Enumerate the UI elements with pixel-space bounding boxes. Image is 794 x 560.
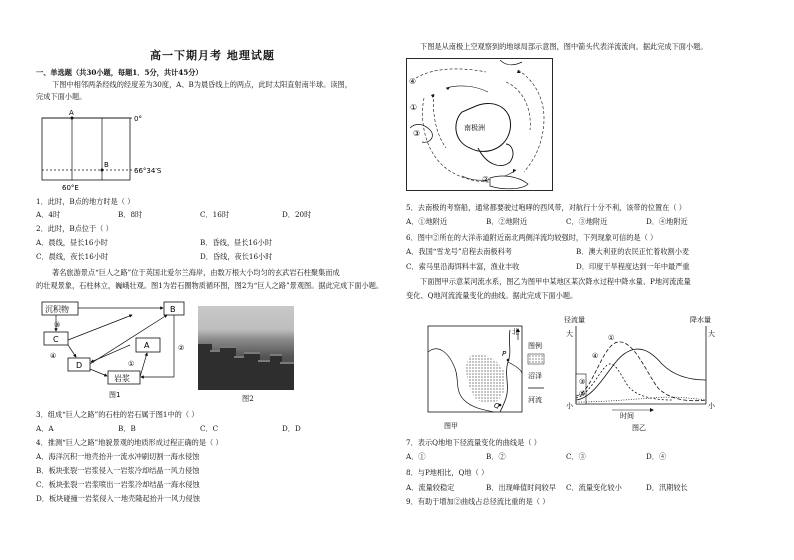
q5-stem: 5．去南极的考察船，通常都要驶过咆哮的西风带，对航行十分不利，该带的位置在（ ） xyxy=(406,203,686,212)
caption-fig2: 图2 xyxy=(242,394,254,403)
q7-opt-d[interactable]: D．④ xyxy=(646,452,667,461)
q1-stem: 1．此时，B点的地方时是（ ） xyxy=(36,197,135,206)
q5-opt-c[interactable]: C．③地附近 xyxy=(566,217,608,226)
q2-opt-d[interactable]: D．昏线，夜长16小时 xyxy=(200,252,273,261)
marker-1: ① xyxy=(410,103,418,112)
arrow-label-1: ① xyxy=(128,360,135,368)
label-q: Q xyxy=(494,402,500,410)
q6-opt-d[interactable]: D．印度干旱程度达到一年中最严重 xyxy=(576,262,690,271)
box-c: C xyxy=(53,335,59,344)
section-heading: 一、单选题（共30小题，每题1．5分，共计45分） xyxy=(36,68,203,77)
axis-time: 时间 xyxy=(620,412,634,420)
q8-opt-b[interactable]: B．出现峰值时间较早 xyxy=(486,483,556,492)
q1-opt-b[interactable]: B．8时 xyxy=(118,210,143,219)
q4-stem: 4．推测“巨人之路”地貌景观的地质形成过程正确的是（ ） xyxy=(36,438,223,447)
arrow-label-2: ② xyxy=(178,344,185,352)
label-a: A xyxy=(69,109,74,117)
q6-opt-b[interactable]: B．澳大利亚的农民正忙着收割小麦 xyxy=(576,247,690,256)
q4-opt-b[interactable]: B．板块张裂一岩浆侵入一岩浆冷却结晶一风力侵蚀 xyxy=(36,466,200,475)
q1-opt-d[interactable]: D．20时 xyxy=(282,210,312,219)
q6-opt-c[interactable]: C．索马里沿海饵料丰富，渔业丰收 xyxy=(406,262,520,271)
intro2-line1: 著名旅游景点“巨人之路”位于英国北爱尔兰海岸，由数万根大小均匀的玄武岩石柱聚集而成 xyxy=(52,268,340,277)
label-p: P xyxy=(502,350,507,358)
legend-river: 河流 xyxy=(528,396,542,404)
page-title: 高一下期月考 地理试题 xyxy=(150,49,275,62)
figure-antarctic-currents xyxy=(406,58,554,192)
q5-opt-b[interactable]: B．②地附近 xyxy=(486,217,528,226)
label-antarctica: 南极洲 xyxy=(464,124,485,132)
figure-river-map xyxy=(424,322,554,434)
q5-opt-d[interactable]: D．④地附近 xyxy=(646,217,688,226)
marker-4: ④ xyxy=(409,77,417,86)
legend-marsh: 沼泽 xyxy=(528,372,542,380)
figure-terminator-diagram xyxy=(40,110,180,192)
q3-opt-a[interactable]: A．A xyxy=(36,424,54,433)
label-b: B xyxy=(104,161,109,169)
curve-label-4: ④ xyxy=(592,352,599,360)
q4-opt-a[interactable]: A．海洋沉积一地壳抬升一流水冲刷切割一海水侵蚀 xyxy=(36,452,200,461)
q6-stem: 6．图中②所在的大洋赤道附近南北两侧洋流均较强时，下列现象可信的是（ ） xyxy=(406,233,658,242)
intro2-line2: 的壮观景象，石柱林立，巍峨壮观。图1为岩石圈物质循环图，图2为“巨人之路”景观图。据此完成下面小题。 xyxy=(36,281,384,290)
q2-opt-a[interactable]: A．晨线，昼长16小时 xyxy=(36,238,108,247)
caption-fig-a: 图甲 xyxy=(444,422,458,430)
q8-stem: 8．与P地相比，Q地（ ） xyxy=(406,468,489,477)
axis-precip: 降水量 xyxy=(690,316,711,324)
axis-runoff: 径流量 xyxy=(564,316,585,324)
q1-opt-a[interactable]: A．4时 xyxy=(36,210,61,219)
runoff-big: 大 xyxy=(566,330,573,338)
intro4-line2: 变化、Q地河流流量变化的曲线。据此完成下面小题。 xyxy=(406,291,578,300)
caption-fig-b: 图乙 xyxy=(632,424,646,432)
q3-stem: 3．组成“巨人之路”的石柱的岩石属于图1中的（ ） xyxy=(36,410,199,419)
q4-opt-c[interactable]: C．板块张裂一岩浆喷出一岩浆冷却结晶一海水侵蚀 xyxy=(36,480,200,489)
arrow-label-3: ③ xyxy=(54,321,61,329)
label-longitude: 60°E xyxy=(62,184,79,192)
q8-opt-c[interactable]: C．流量变化较小 xyxy=(566,483,622,492)
q7-opt-c[interactable]: C．③ xyxy=(566,452,586,461)
arrow-label-4: ④ xyxy=(50,352,57,360)
curve-label-3: ③ xyxy=(579,378,586,386)
figure-runoff-chart xyxy=(562,314,722,432)
box-a: A xyxy=(144,341,150,350)
q6-opt-a[interactable]: A．我国“雪龙号”启程去南极科考 xyxy=(406,247,512,256)
curve-label-2: ② xyxy=(579,390,586,398)
q8-opt-a[interactable]: A．流量较稳定 xyxy=(406,483,455,492)
runoff-small: 小 xyxy=(566,402,573,410)
q2-stem: 2．此时，B点位于（ ） xyxy=(36,224,113,233)
north-label: 北 xyxy=(512,328,519,336)
precip-small: 小 xyxy=(708,402,715,410)
q4-opt-d[interactable]: D．板块碰撞一岩浆侵入一地壳隆起抬升一风力侵蚀 xyxy=(36,494,200,503)
giants-causeway-photo xyxy=(198,306,294,390)
curve-label-1: ① xyxy=(608,334,615,342)
q2-opt-c[interactable]: C．晨线，夜长16小时 xyxy=(36,252,109,261)
figure-rock-cycle xyxy=(40,300,190,400)
intro1-line1: 下图中相邻两条经线的经度差为30度，A、B为晨昏线上的两点，此时太阳直射南半球。读图， xyxy=(52,80,352,89)
q7-stem: 7．表示Q地地下径流量变化的曲线是（ ） xyxy=(406,438,541,447)
q5-opt-a[interactable]: A．①地附近 xyxy=(406,217,448,226)
marker-2: ② xyxy=(482,175,490,184)
caption-fig1: 图1 xyxy=(109,391,121,399)
intro1-line2: 完成下面小题。 xyxy=(36,92,87,101)
box-d: D xyxy=(76,361,83,370)
label-equator: 0° xyxy=(134,115,142,123)
legend-title: 图例 xyxy=(528,342,542,350)
q9-stem: 9．有助于增加②曲线占总径流比重的是（ ） xyxy=(406,497,550,506)
q8-opt-d[interactable]: D．汛期较长 xyxy=(646,483,688,492)
q3-opt-b[interactable]: B．B xyxy=(118,424,136,433)
precip-big: 大 xyxy=(708,330,715,338)
intro4-line1: 下面图甲示意某河流水系，图乙为图甲中某地区某次降水过程中降水量、P地河流流量 xyxy=(420,277,691,286)
intro3: 下图是从南极上空观察到的地球局部示意图，图中箭头代表洋流流向。据此完成下面小题。 xyxy=(420,42,708,51)
q3-opt-c[interactable]: C．C xyxy=(200,424,219,433)
box-b: B xyxy=(170,305,176,314)
box-sediment: 沉积物 xyxy=(45,305,69,314)
marker-3: ③ xyxy=(413,129,421,138)
label-antarctic-circle: 66°34′S xyxy=(134,167,162,175)
q2-opt-b[interactable]: B．昏线，昼长16小时 xyxy=(200,238,272,247)
q7-opt-b[interactable]: B．② xyxy=(486,452,506,461)
q7-opt-a[interactable]: A．① xyxy=(406,452,426,461)
q3-opt-d[interactable]: D．D xyxy=(282,424,301,433)
q1-opt-c[interactable]: C．16时 xyxy=(200,210,230,219)
box-magma: 岩浆 xyxy=(114,374,130,383)
